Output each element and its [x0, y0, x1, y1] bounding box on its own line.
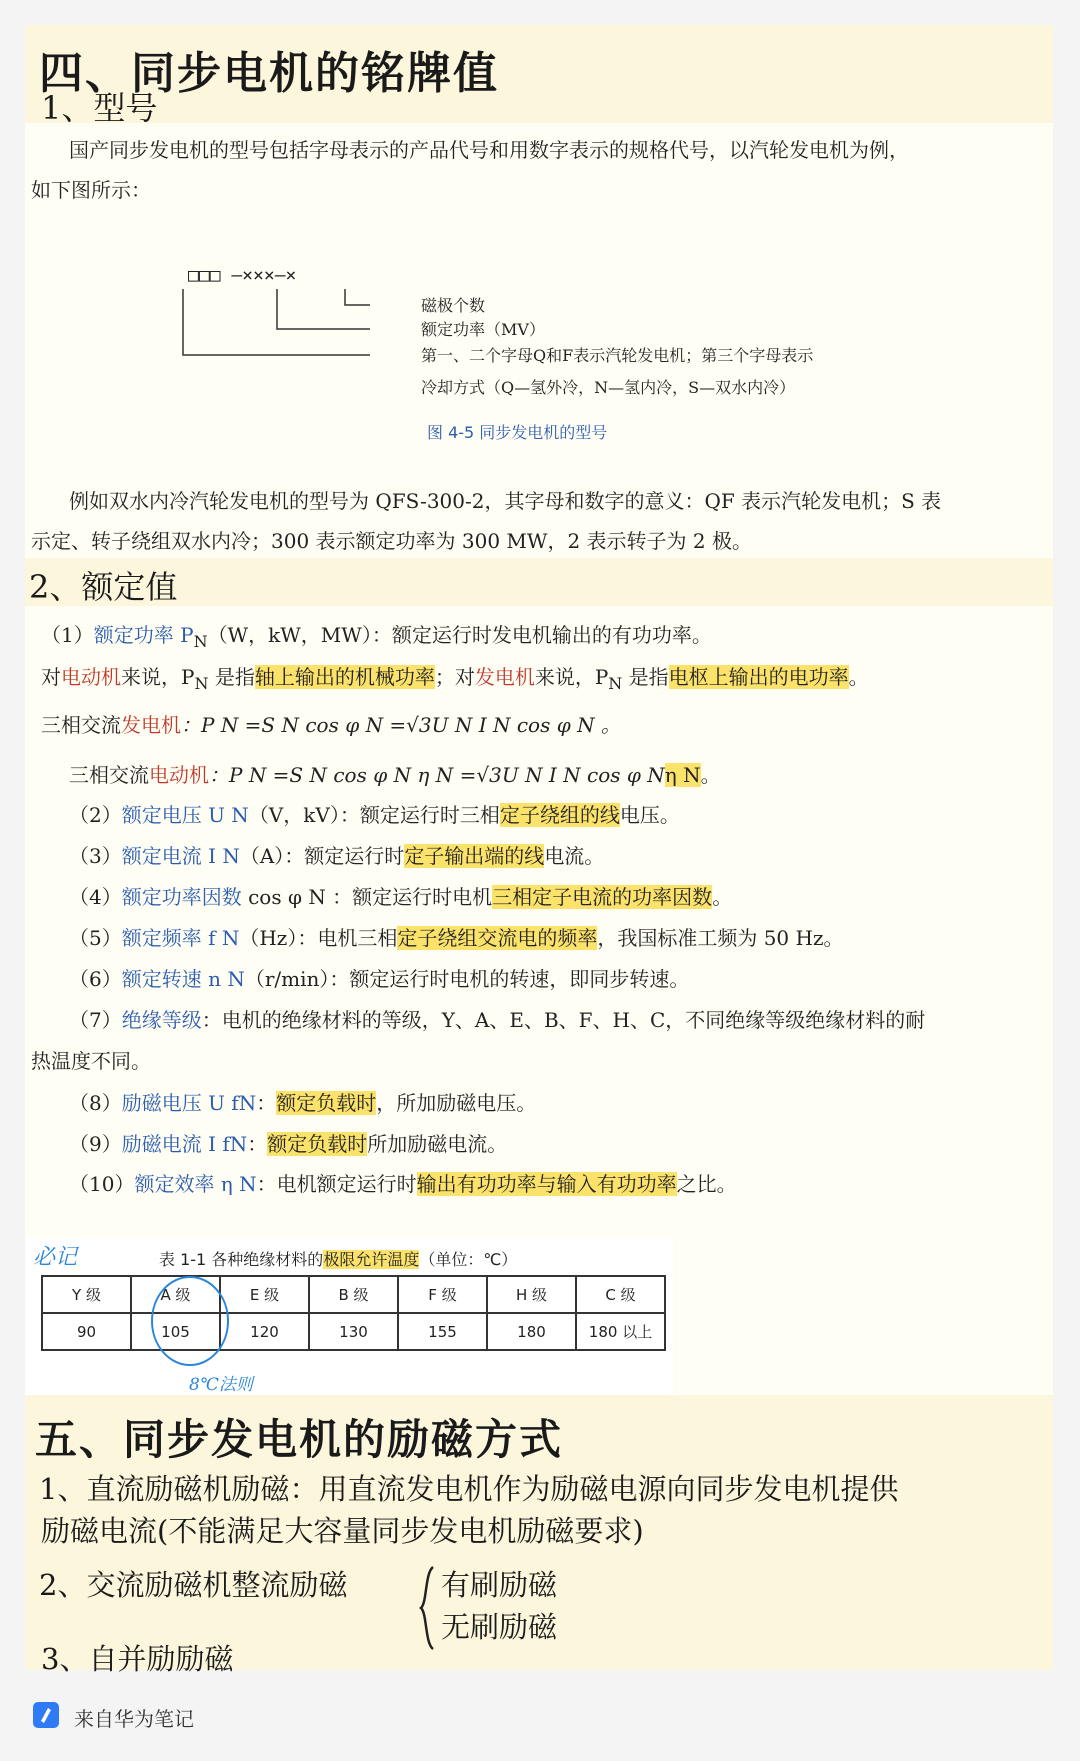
note-page — [25, 25, 1053, 1676]
brushed-excitation: 有刷励磁 — [441, 1568, 558, 1602]
table-header-cell: C 级 — [576, 1276, 665, 1313]
rated-item-8: （8）励磁电压 U fN：额定负载时，所加励磁电压。 — [69, 1091, 537, 1115]
table-cell: 180 — [487, 1313, 576, 1350]
table-cell: 105 — [131, 1313, 220, 1350]
source-label: 来自华为笔记 — [74, 1707, 194, 1731]
model-heading: 1、型号 — [41, 89, 158, 127]
rated-band — [25, 558, 1053, 606]
section4-title: 四、同步电机的铭牌值 — [39, 48, 499, 99]
model-code: □□□ —×××—× — [188, 265, 297, 286]
table-cell: 180 以上 — [576, 1313, 665, 1350]
table-cell: 90 — [42, 1313, 131, 1350]
rated-item-1c: 三相交流发电机：P N =S N cos φ N =√3U N I N cos φ N 。 — [41, 713, 621, 737]
rated-item-9: （9）励磁电流 I fN：额定负载时所加励磁电流。 — [69, 1132, 508, 1156]
table-cell: 120 — [220, 1313, 309, 1350]
rated-heading: 2、额定值 — [29, 568, 178, 606]
rated-item-1: （1）额定功率 $P_N(W$，kW，MW）：额定运行时发电机输出的有功功率。 — [41, 623, 712, 651]
table-header-row — [42, 1276, 665, 1313]
table-row — [42, 1313, 665, 1350]
table-header-cell: E 级 — [220, 1276, 309, 1313]
table-header-cell: H 级 — [487, 1276, 576, 1313]
insulation-table-title: 表 1-1 各种绝缘材料的极限允许温度（单位：℃） — [159, 1250, 518, 1269]
rated-item-5: （5）额定频率 f N（Hz）：电机三相定子绕组交流电的频率，我国标准工频为 50 Hz。 — [69, 926, 844, 950]
figure-caption: 图 4-5 同步发电机的型号 — [427, 423, 608, 442]
excitation-item-3: 3、自并励励磁 — [41, 1642, 234, 1676]
table-header-cell: A 级 — [131, 1276, 220, 1313]
model-diagram-lines — [155, 285, 455, 365]
circle-annotation — [145, 1273, 235, 1373]
intro-line1: 国产同步发电机的型号包括字母表示的产品代号和用数字表示的规格代号，以汽轮发电机为例， — [69, 138, 909, 162]
label-rated-power: 额定功率（MV） — [421, 320, 545, 339]
rated-item-3: （3）额定电流 I N（A）：额定运行时定子输出端的线电流。 — [69, 844, 605, 868]
rated-item-10: （10）额定效率 η N：电机额定运行时输出有功功率与输入有功功率之比。 — [69, 1172, 737, 1196]
rated-item-7b: 热温度不同。 — [31, 1049, 151, 1073]
huawei-notes-icon — [33, 1702, 59, 1728]
excitation-item-2: 2、交流励磁机整流励磁 — [39, 1568, 348, 1602]
excitation-item-1b: 励磁电流(不能满足大容量同步发电机励磁要求) — [41, 1514, 644, 1548]
label-letters-1: 第一、二个字母Q和F表示汽轮发电机；第三个字母表示 — [421, 346, 814, 365]
table-header-cell: F 级 — [398, 1276, 487, 1313]
eight-degree-rule-note: 8℃法则 — [189, 1375, 253, 1395]
intro-line2: 如下图所示： — [31, 178, 151, 202]
excitation-item-1a: 1、直流励磁机励磁：用直流发电机作为励磁电源向同步发电机提供 — [39, 1472, 899, 1506]
rated-item-1b: 对电动机来说，$P_N$ 是指轴上输出的机械功率；对发电机来说，$P_N$ 是指电枢上输出的电功率。 — [41, 665, 869, 693]
example-line1: 例如双水内冷汽轮发电机的型号为 QFS-300-2，其字母和数字的意义：QF 表示汽轮发电机；S 表 — [69, 489, 942, 513]
rated-item-2: （2）额定电压 U N（V，kV）：额定运行时三相定子绕组的线电压。 — [69, 803, 680, 827]
table-cell: 155 — [398, 1313, 487, 1350]
rated-item-1d: 三相交流电动机：P N =S N cos φ N η N =√3U N I N cos φ Nη N。 — [69, 763, 721, 787]
brushless-excitation: 无刷励磁 — [441, 1610, 558, 1644]
label-pole-count: 磁极个数 — [421, 296, 486, 315]
insulation-table — [41, 1275, 666, 1351]
must-remember-note: 必记 — [33, 1245, 78, 1270]
section5-title: 五、同步发电机的励磁方式 — [35, 1415, 564, 1464]
rated-item-7: （7）绝缘等级：电机的绝缘材料的等级，Y、A、E、B、F、H、C，不同绝缘等级绝缘材料的耐 — [69, 1008, 926, 1032]
table-cell: 130 — [309, 1313, 398, 1350]
table-header-cell: Y 级 — [42, 1276, 131, 1313]
label-letters-2: 冷却方式（Q—氢外冷，N—氢内冷，S—双水内冷） — [421, 378, 796, 397]
rated-item-6: （6）额定转速 n N（r/min）：额定运行时电机的转速，即同步转速。 — [69, 967, 690, 991]
table-header-cell: B 级 — [309, 1276, 398, 1313]
rated-item-4: （4）额定功率因数 cos φ N ：额定运行时电机三相定子电流的功率因数。 — [69, 885, 733, 909]
example-line2: 示定、转子绕组双水内冷；300 表示额定功率为 300 MW，2 表示转子为 2 极。 — [31, 529, 752, 553]
